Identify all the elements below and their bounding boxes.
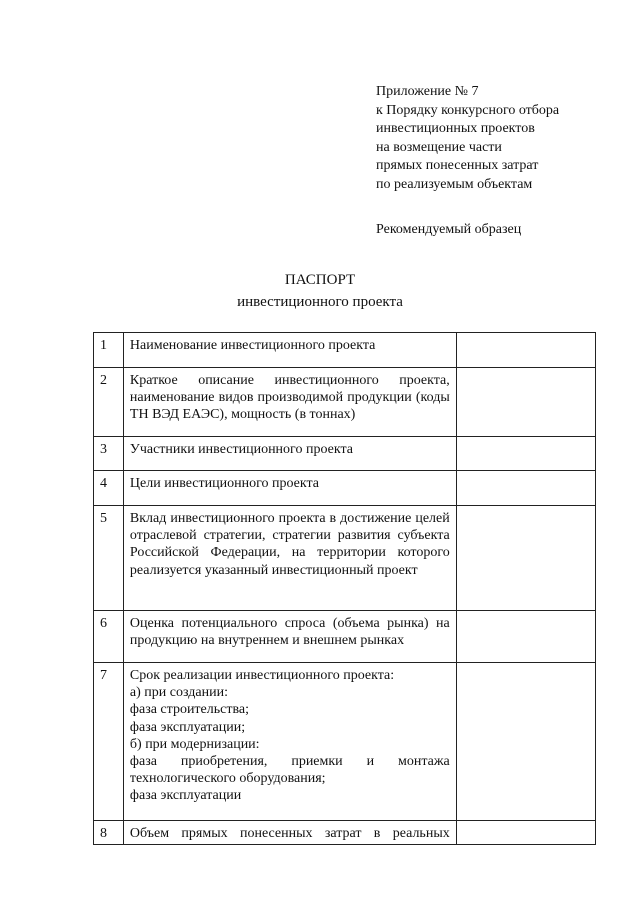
row-line: Срок реализации инвестиционного проекта:	[129, 668, 395, 683]
value-cell	[456, 506, 595, 611]
row-number: 1	[94, 333, 124, 368]
row-label: Участники инвестиционного проекта	[123, 437, 456, 471]
annex-line: к Порядку конкурсного отбора	[376, 102, 560, 118]
row-line: а) при создании:	[129, 685, 228, 701]
table-row	[94, 368, 596, 437]
row-label	[123, 821, 456, 845]
table-row	[94, 663, 596, 821]
annex-line: по реализуемым объектам	[376, 176, 533, 192]
value-cell	[456, 821, 595, 845]
annex-line: Приложение № 7	[376, 84, 479, 99]
row-line: Объем прямых понесенных затрат в реальных	[129, 826, 450, 841]
table-row	[94, 437, 596, 471]
row-label	[123, 663, 456, 821]
table-row	[94, 471, 596, 506]
row-number: 3	[94, 437, 124, 471]
row-number: 6	[94, 611, 124, 663]
document-subtitle: инвестиционного проекта	[237, 294, 403, 310]
row-number: 5	[94, 506, 124, 611]
annex-line: прямых понесенных затрат	[376, 158, 539, 174]
value-cell	[456, 471, 595, 506]
row-label: Краткое описание инвестиционного проекта, наименование видов производимой продукции (коды ТН ВЭД ЕАЭС), мощность (в тоннах)	[123, 368, 456, 437]
row-line: фаза эксплуатации;	[129, 719, 246, 735]
table-row	[94, 821, 596, 845]
row-line: фаза приобретения, приемки и монтажа	[129, 754, 450, 770]
passport-table	[93, 332, 596, 845]
row-line: технологического оборудования;	[129, 771, 326, 787]
value-cell	[456, 368, 595, 437]
annex-line: инвестиционных проектов	[376, 121, 535, 137]
value-cell	[456, 437, 595, 471]
row-number: 7	[94, 663, 124, 821]
document-title: ПАСПОРТ	[284, 272, 356, 288]
row-line: б) при модернизации:	[129, 736, 260, 752]
row-line: фаза эксплуатации	[129, 788, 242, 804]
row-number: 2	[94, 368, 124, 437]
value-cell	[456, 333, 595, 368]
table-row	[94, 506, 596, 611]
table-row	[94, 333, 596, 368]
row-label: Оценка потенциального спроса (объема рынка) на продукцию на внутреннем и внешнем рынках	[123, 611, 456, 663]
sample-label: Рекомендуемый образец	[376, 222, 522, 237]
row-number: 8	[94, 821, 124, 845]
annex-line: на возмещение части	[376, 139, 502, 155]
row-label: Цели инвестиционного проекта	[123, 471, 456, 506]
value-cell	[456, 663, 595, 821]
row-label: Вклад инвестиционного проекта в достижение целей отраслевой стратегии, стратегии развития субъекта Российской Федерации, на территории которого реализуется указанный инвестиционный проект	[123, 506, 456, 611]
annex-header	[376, 83, 559, 195]
table-row	[94, 611, 596, 663]
row-line: фаза строительства;	[129, 702, 249, 718]
value-cell	[456, 611, 595, 663]
row-label: Наименование инвестиционного проекта	[123, 333, 456, 368]
row-number: 4	[94, 471, 124, 506]
